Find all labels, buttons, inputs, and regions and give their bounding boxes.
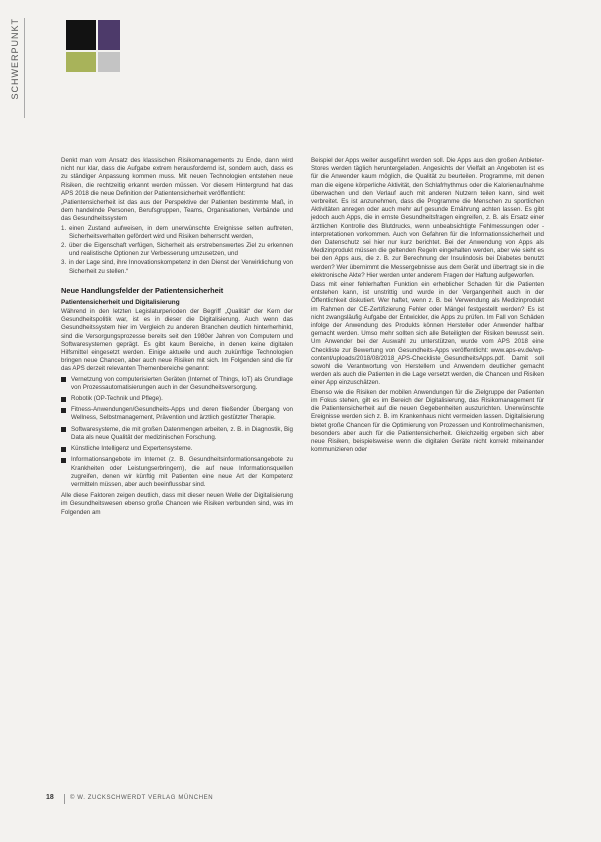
square-bullet-icon xyxy=(61,377,66,382)
decor-square-olive xyxy=(66,52,96,72)
square-bullet-icon xyxy=(61,427,66,432)
square-bullet-icon xyxy=(61,397,66,402)
closing-paragraph: Alle diese Faktoren zeigen deutlich, dass mit dieser neuen Welle der Digitalisierung im Gesundheitswesen ebenso große Chancen wie Risiken verbunden sind, was im Folgenden am xyxy=(61,492,293,516)
intro-paragraph-2: „Patientensicherheit ist das aus der Perspektive der Patienten bestimmte Maß, in dem handelnde Personen, Berufsgruppen, Teams, Organisationen, Verbände und das Gesundheitssystem xyxy=(61,199,293,223)
topic-bullet-list xyxy=(61,376,293,489)
digitalisation-paragraph: Während in den letzten Legislaturperioden der Begriff „Qualität“ der Kern der Gesundheitspolitik war, ist es in dieser die Digitalisierung. Auch wenn das Gesundheitssystem hier im Vergleich zu anderen Branchen deutlich hinterherhinkt, sind die Versorgungsprozesse bereits seit den 1980er Jahren von Computern und Softwaresystemen geprägt. Es gibt kaum Bereiche, in denen keine digitalen Hilfsmittel eingesetzt werden. Einige aktuelle und auch zukünftige Technologien bringen neue Chancen, aber auch neue Risiken mit sich. Im Folgenden sind die für das APS derzeit relevanten Themenbereiche genannt: xyxy=(61,308,293,373)
square-bullet-icon xyxy=(61,447,66,452)
section-rule xyxy=(24,18,25,118)
risk-management-paragraph: Ebenso wie die Risiken der mobilen Anwendungen für die Zielgruppe der Patienten im Fokus stehen, gilt es im Bereich der Digitalisierung, das Risikomanagement für die Patientensicherheit auf die neuen Gegebenheiten auszurichten. Unerwünschte Ereignisse werden sich z. B. im Krankenhaus nicht vermeiden lassen. Digitalisierung bietet große Chancen für die Optimierung von Prozessen und Kontrollmechanismen, besonders aber auch für die Patientensicherheit. Gleichzeitig ergeben sich aber neue Risiken, beispielsweise wenn die digitalen Geräte nicht korrekt miteinander kommunizieren oder xyxy=(311,388,544,454)
left-column xyxy=(61,157,293,518)
square-bullet-icon xyxy=(61,458,66,463)
page-footer xyxy=(46,794,296,808)
footer-divider xyxy=(64,794,65,804)
liability-paragraph: Dass mit einer fehlerhaften Funktion ein erheblicher Schaden für die Patienten entstehen kann, ist unstrittig und wurde in der Vergangenheit auch in der Öffentlichkeit diskutiert. Wer haftet, wenn z. B. bei Verwendung als Medizinprodukt im Rahmen der CE-Zertifizierung Fehler oder Mängel festgestellt werden? Es ist nicht zwangsläufig Aufgabe der Entwickler, die Apps zu prüfen. Im Fall von Schäden infolge der Anwendung des Produkts können Hersteller oder Anwender haftbar gemacht werden. Umso mehr sollten sich alle Beteiligten der Risiken bewusst sein. Um Anwender bei der Auswahl zu unterstützen, wurde vom APS 2018 eine Checkliste zur Bewertung von Gesundheits-Apps veröffentlicht: www.aps-ev.de/wp-content/uploads/2018/08/2018_APS-Checkliste_GesundheitsApps.pdf. Damit soll sowohl die Verantwortung von Herstellern und Anwendern deutlicher gemacht werden als auch die Patienten in die Lage versetzt werden, die Chancen und Risiken einer App einzuschätzen. xyxy=(311,281,544,387)
publisher-credit: © W. ZUCKSCHWERDT VERLAG MÜNCHEN xyxy=(70,795,214,801)
definition-item: 2. über die Eigenschaft verfügen, Sicherheit als erstrebenswertes Ziel zu erkennen und realistische Optionen zur Verbesserung umzusetzen, und xyxy=(61,242,293,258)
apps-paragraph: Beispiel der Apps weiter ausgeführt werden soll. Die Apps aus den großen Anbieter-Stores werden täglich heruntergeladen. Angesichts der Vielfalt an Angeboten ist es für die Anwender kaum möglich, die Qualität zu beurteilen. Programme, mit denen man die eigene körperliche Aktivität, den Schlafrhythmus oder die Kalorienaufnahme überwachen und den Verlauf auch mit anderen Nutzern teilen kann, sind weit verbreitet. Es ist anzunehmen, dass die Programme die Menschen zu sportlichen Aktivitäten anregen oder auch mehr auf gesunde Ernährung achten lassen. Es gibt jedoch auch Apps, die in ernste Gesundheitsfragen eingreifen, z. B. als Ersatz einer ärztlichen Kontrolle des Blutdrucks, wenn unbeabsichtigte Fehlmessungen oder -interpretationen vorkommen. Auch von Gefahren für die Informationssicherheit und den Datenschutz sei hier nur kurz berichtet. Bei der Anwendung von Apps als Medizinprodukt müssen die geltenden Regeln eingehalten werden, aber wie sieht es bei den Apps aus, die z. B. zur Berechnung der Insulindosis bei Diabetes benutzt werden? Wer übernimmt die Messergebnisse aus dem Gerät und übertragt sie in die elektronische Akte? Hier werden unter anderem Fragen der Haftung aufgeworfen. xyxy=(311,157,544,279)
bullet-item: Informationsangebote im Internet (z. B. Gesundheitsinformationsangebote zu Krankheiten oder Leistungserbringern), die auf neue Informationsquellen zugreifen, denen wir künftig mit Patienten eine neue Art der Kompetenz vermitteln müssen, aber auch beeinflussbar sind. xyxy=(61,456,293,489)
intro-paragraph: Denkt man vom Ansatz des klassischen Risikomanagements zu Ende, dann wird nicht nur klar, dass die Aufgabe extrem herausfordernd ist, sondern auch, dass es zu ständiger Anpassung kommen muss. Mit neuen Technologien entstehen neue Risiken, die rechtzeitig erkannt werden müssen. Vor diesem Hintergrund hat das APS 2018 die neue Definition der Patientensicherheit veröffentlicht: xyxy=(61,157,293,197)
bullet-item: Fitness-Anwendungen/Gesundheits-Apps und deren fließender Übergang von Wellness, Selbstmanagement, Prävention und ärztlich gestützter Therapie. xyxy=(61,406,293,422)
bullet-item: Vernetzung von computerisierten Geräten (Internet of Things, IoT) als Grundlage von Prozessautomatisierungen auch in der Gesundheitsversorgung. xyxy=(61,376,293,392)
bullet-item: Softwaresysteme, die mit großen Datenmengen arbeiten, z. B. in Diagnostik, Big Data als neue Qualität der medizinischen Forschung. xyxy=(61,426,293,442)
sub-heading: Patientensicherheit und Digitalisierung xyxy=(61,298,180,306)
square-bullet-icon xyxy=(61,408,66,413)
bullet-item: Robotik (OP-Technik und Pflege). xyxy=(61,395,293,403)
page-number: 18 xyxy=(46,794,54,801)
section-label: SCHWERPUNKT xyxy=(10,18,20,100)
decor-square-black xyxy=(66,20,96,50)
decor-square-gray xyxy=(98,52,120,72)
decor-square-purple xyxy=(98,20,120,50)
definition-list xyxy=(61,225,293,276)
right-column xyxy=(311,157,544,455)
bullet-item: Künstliche Intelligenz und Expertensysteme. xyxy=(61,445,293,453)
definition-item: 1. einen Zustand aufweisen, in dem unerwünschte Ereignisse selten auftreten, Sicherheitsverhalten gefördert wird und Risiken beherrscht werden, xyxy=(61,224,293,240)
definition-item: 3. in der Lage sind, ihre Innovationskompetenz in den Dienst der Verwirklichung von Sicherheit zu stellen.“ xyxy=(61,259,293,275)
section-heading: Neue Handlungsfelder der Patientensicherheit xyxy=(61,285,224,295)
